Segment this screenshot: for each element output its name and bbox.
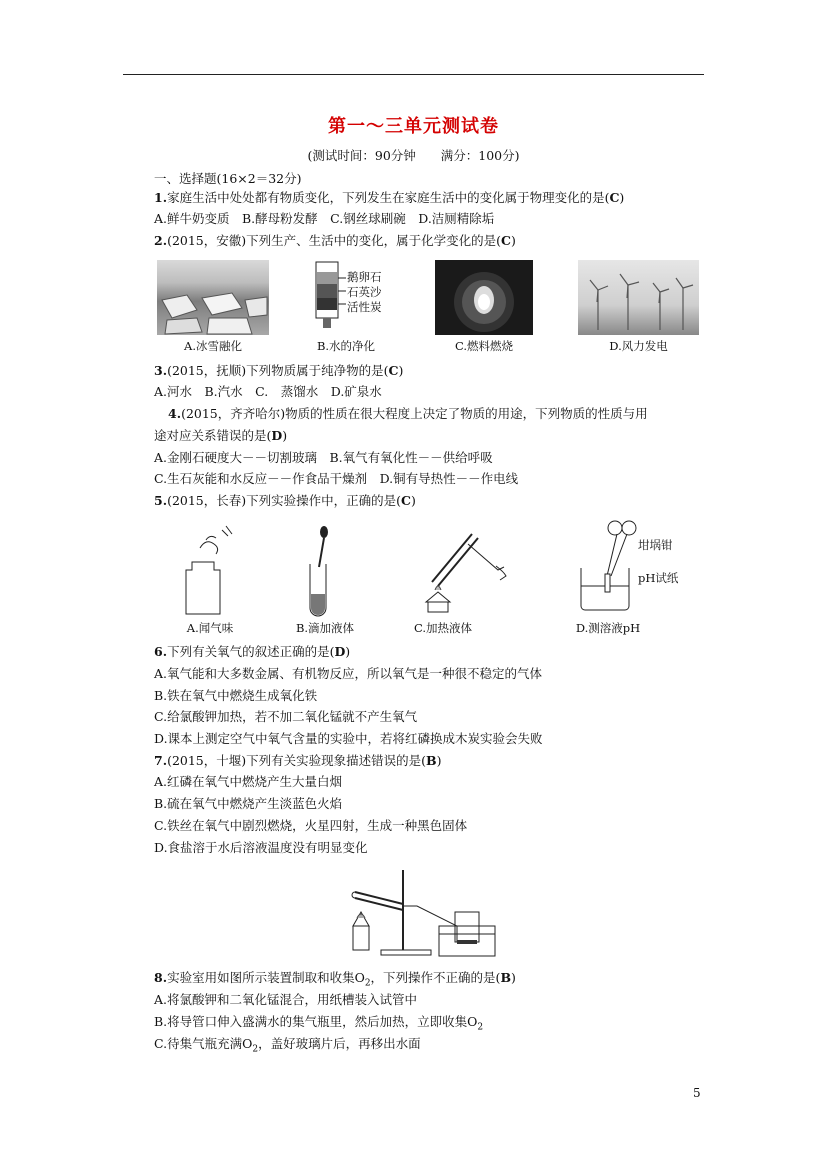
question-8 — [154, 969, 516, 993]
question-stem: 下列有关氧气的叙述正确的是( — [167, 644, 335, 659]
question-4-options-2: C.生石灰能和水反应－－作食品干燥剂 D.铜有导热性－－作电线 — [154, 471, 519, 486]
wind-turbines-image — [578, 260, 699, 335]
answer: C — [609, 190, 620, 205]
question-stem: 实验室用如图所示装置制取和收集O — [167, 970, 365, 985]
burner-image — [435, 260, 533, 335]
option-b — [154, 1013, 483, 1037]
caption-d: D.测溶液pH — [575, 621, 641, 635]
question-4 — [168, 405, 648, 423]
label-ph-paper: pH试纸 — [638, 571, 679, 585]
question-stem: (2015，安徽)下列生产、生活中的变化，属于化学变化的是( — [167, 233, 502, 248]
question-7 — [154, 752, 441, 770]
caption-a: A.冰雪融化 — [184, 339, 242, 353]
option-c: C.给氯酸钾加热，若不加二氧化锰就不产生氧气 — [154, 709, 418, 724]
wind-turbine-icon — [578, 260, 699, 335]
question-number: 8. — [154, 970, 168, 985]
flame-icon — [435, 260, 533, 335]
caption-d: D.风力发电 — [609, 339, 668, 353]
paren-close: ) — [511, 970, 516, 985]
answer: C — [401, 493, 411, 508]
question-stem-cont: ，下列操作不正确的是( — [370, 970, 501, 985]
filter-label-sand: 石英沙 — [347, 285, 382, 299]
question-stem: (2015，十堰)下列有关实验现象描述错误的是( — [167, 753, 427, 768]
oxygen-collection-apparatus — [345, 866, 505, 962]
paren-close: ) — [282, 428, 288, 443]
paren-close: ) — [510, 233, 516, 248]
question-stem: (2015，抚顺)下列物质属于纯净物的是( — [167, 363, 389, 378]
option-a: A.红磷在氧气中燃烧产生大量白烟 — [154, 774, 343, 789]
paren-close: ) — [345, 644, 351, 659]
option-a: A.将氯酸钾和二氧化锰混合，用纸槽装入试管中 — [154, 992, 418, 1007]
header-rule — [123, 74, 704, 75]
caption-c: C.燃料燃烧 — [454, 339, 514, 353]
question-3-options: A.河水 B.汽水 C. 蒸馏水 D.矿泉水 — [154, 384, 382, 399]
answer: C — [501, 233, 511, 248]
question-number: 6. — [154, 644, 168, 659]
ph-test-diagram — [575, 518, 640, 618]
paren-close: ) — [436, 753, 442, 768]
question-stem: (2015，长春)下列实验操作中，正确的是( — [167, 493, 402, 508]
answer: B — [500, 970, 512, 985]
question-number: 1. — [154, 190, 168, 205]
answer: B — [426, 753, 437, 768]
filter-label-pebbles: 鹅卵石 — [347, 270, 382, 284]
question-stem: 家庭生活中处处都有物质变化，下列发生在家庭生活中的变化属于物理变化的是( — [167, 190, 610, 205]
question-1-options: A.鲜牛奶变质 B.酵母粉发酵 C.钢丝球刷碗 D.洁厕精除垢 — [154, 211, 495, 226]
heating-liquid-diagram — [410, 520, 515, 618]
filter-label-carbon: 活性炭 — [347, 300, 382, 314]
question-number: 5. — [154, 493, 168, 508]
option-text: C.待集气瓶充满O — [154, 1036, 253, 1051]
question-3 — [154, 362, 403, 380]
caption-c: C.加热液体 — [413, 621, 473, 635]
question-number: 7. — [154, 753, 168, 768]
option-text-cont: ，盖好玻璃片后，再移出水面 — [258, 1036, 421, 1051]
question-number: 3. — [154, 363, 168, 378]
label-tongs: 坩埚钳 — [638, 538, 673, 552]
subscript: 2 — [477, 1022, 484, 1033]
question-stem: (2015，齐齐哈尔)物质的性质在很大程度上决定了物质的用途，下列物质的性质与用 — [181, 406, 648, 421]
option-d: D.课本上测定空气中氧气含量的实验中，若将红磷换成木炭实验会失败 — [154, 731, 543, 746]
question-number: 2. — [154, 233, 168, 248]
question-6 — [154, 643, 350, 661]
question-5 — [154, 492, 416, 510]
answer: D — [334, 644, 346, 659]
option-a: A.氧气能和大多数金属、有机物反应，所以氧气是一种很不稳定的气体 — [154, 666, 543, 681]
ice-melting-image — [157, 260, 269, 335]
question-4-options-1: A.金刚石硬度大－－切割玻璃 B.氧气有氧化性－－供给呼吸 — [154, 450, 493, 465]
option-text: B.将导管口伸入盛满水的集气瓶里，然后加热，立即收集O — [154, 1014, 478, 1029]
question-4-stem-cont — [154, 427, 287, 445]
caption-b: B.水的净化 — [316, 339, 376, 353]
paren-close: ) — [410, 493, 416, 508]
question-number: 4. — [168, 406, 182, 421]
answer: D — [271, 428, 283, 443]
paren-close: ) — [398, 363, 404, 378]
section-heading: 一、选择题(16×2＝32分) — [154, 171, 302, 186]
dropper-diagram — [300, 522, 340, 617]
ice-floes-icon — [157, 260, 269, 335]
option-b: B.硫在氧气中燃烧产生淡蓝色火焰 — [154, 796, 343, 811]
filter-labels — [347, 270, 382, 315]
caption-b: B.滴加液体 — [295, 621, 355, 635]
option-b: B.铁在氧气中燃烧生成氧化铁 — [154, 688, 318, 703]
option-d: D.食盐溶于水后溶液温度没有明显变化 — [154, 840, 368, 855]
question-1 — [154, 189, 624, 207]
option-c — [154, 1035, 421, 1059]
page-number: 5 — [693, 1086, 701, 1100]
exam-info: (测试时间：90分钟 满分：100分) — [307, 148, 520, 163]
answer: C — [388, 363, 399, 378]
paren-close: ) — [619, 190, 625, 205]
option-c: C.铁丝在氧气中剧烈燃烧，火星四射，生成一种黑色固体 — [154, 818, 468, 833]
smelling-gas-diagram — [178, 522, 248, 617]
caption-a: A.闻气味 — [186, 621, 234, 635]
subscript: 2 — [364, 978, 371, 989]
question-2 — [154, 232, 516, 250]
page-title: 第一～三单元测试卷 — [328, 116, 499, 137]
subscript: 2 — [252, 1044, 259, 1055]
question-stem: 途对应关系错误的是( — [154, 428, 272, 443]
